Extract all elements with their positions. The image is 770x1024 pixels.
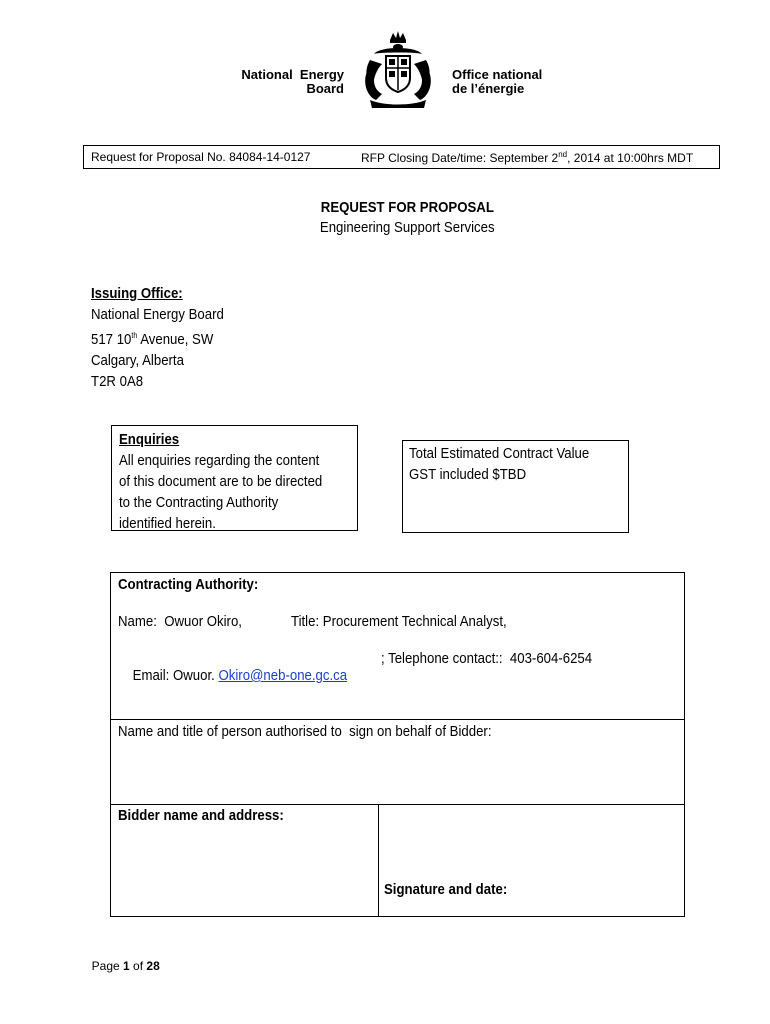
page-of: of (129, 959, 147, 973)
issuing-office-line3: Calgary, Alberta (91, 352, 184, 369)
enquiries-heading: Enquiries (119, 431, 180, 448)
org-name-french-line2: de l’énergie (452, 81, 525, 96)
enquiries-line1: All enquiries regarding the content (119, 452, 320, 469)
coat-of-arms-logo (360, 30, 436, 110)
org-name-french-line1: Office national (452, 67, 543, 82)
contract-value-line1: Total Estimated Contract Value (409, 445, 590, 462)
authority-title: Title: Procurement Technical Analyst, (291, 613, 507, 630)
contract-value-line2: GST included $TBD (409, 466, 527, 483)
org-name-english-line2: Board (306, 81, 344, 96)
contract-value-box (402, 440, 629, 533)
authority-telephone: ; Telephone contact:: 403-604-6254 (381, 650, 593, 667)
enquiries-line2: of this document are to be directed (119, 473, 323, 490)
enquiries-text (119, 429, 322, 534)
table-column-divider (378, 804, 379, 916)
enquiries-line3: to the Contracting Authority (119, 494, 279, 511)
rfp-number: Request for Proposal No. 84084-14-0127 (91, 150, 311, 164)
rfp-closing-datetime (361, 150, 693, 165)
org-name-english (214, 68, 344, 96)
authority-email-link[interactable]: Okiro@neb-one.gc.ca (218, 667, 348, 684)
title-sub: Engineering Support Services (320, 219, 495, 236)
contracting-authority-heading: Contracting Authority: (118, 576, 259, 593)
page-current: 1 (123, 959, 130, 973)
page-total: 28 (146, 959, 160, 973)
address-street-sup: th (131, 331, 138, 340)
authority-email-prefix: Email: Owuor. (132, 667, 219, 684)
enquiries-box (111, 425, 358, 531)
authority-email-line (118, 650, 347, 701)
issuing-office-line2 (91, 325, 224, 350)
issuing-office-line4: T2R 0A8 (91, 373, 144, 390)
page-prefix: Page (91, 959, 124, 973)
signature-date-label: Signature and date: (384, 881, 508, 898)
contracting-authority-table (110, 572, 685, 917)
enquiries-line4: identified herein. (119, 515, 216, 532)
bidder-name-address-label: Bidder name and address: (118, 807, 284, 824)
org-name-french (452, 68, 602, 96)
address-street-number: 517 10 (91, 331, 132, 348)
authority-name: Name: Owuor Okiro, (118, 613, 242, 630)
org-name-english-line1: National Energy (241, 67, 344, 82)
issuing-office-block (91, 283, 224, 392)
issuing-office-line1: National Energy Board (91, 306, 224, 323)
rfp-closing-prefix: RFP Closing Date/time: September 2 (361, 151, 559, 165)
page-number (85, 945, 160, 973)
contract-value-text (409, 443, 589, 485)
signatory-label: Name and title of person authorised to sign on behalf of Bidder: (118, 723, 492, 740)
rfp-closing-suffix-sup: nd (558, 150, 568, 159)
issuing-office-heading: Issuing Office: (91, 285, 183, 302)
title-main: REQUEST FOR PROPOSAL (320, 199, 495, 216)
address-street-name: Avenue, SW (137, 331, 214, 348)
document-title (0, 198, 770, 238)
rfp-closing-suffix: , 2014 at 10:00hrs MDT (567, 151, 694, 165)
table-divider-2 (111, 804, 684, 805)
rfp-info-bar (83, 145, 720, 169)
table-divider-1 (111, 719, 684, 720)
coat-of-arms-icon (360, 30, 436, 110)
